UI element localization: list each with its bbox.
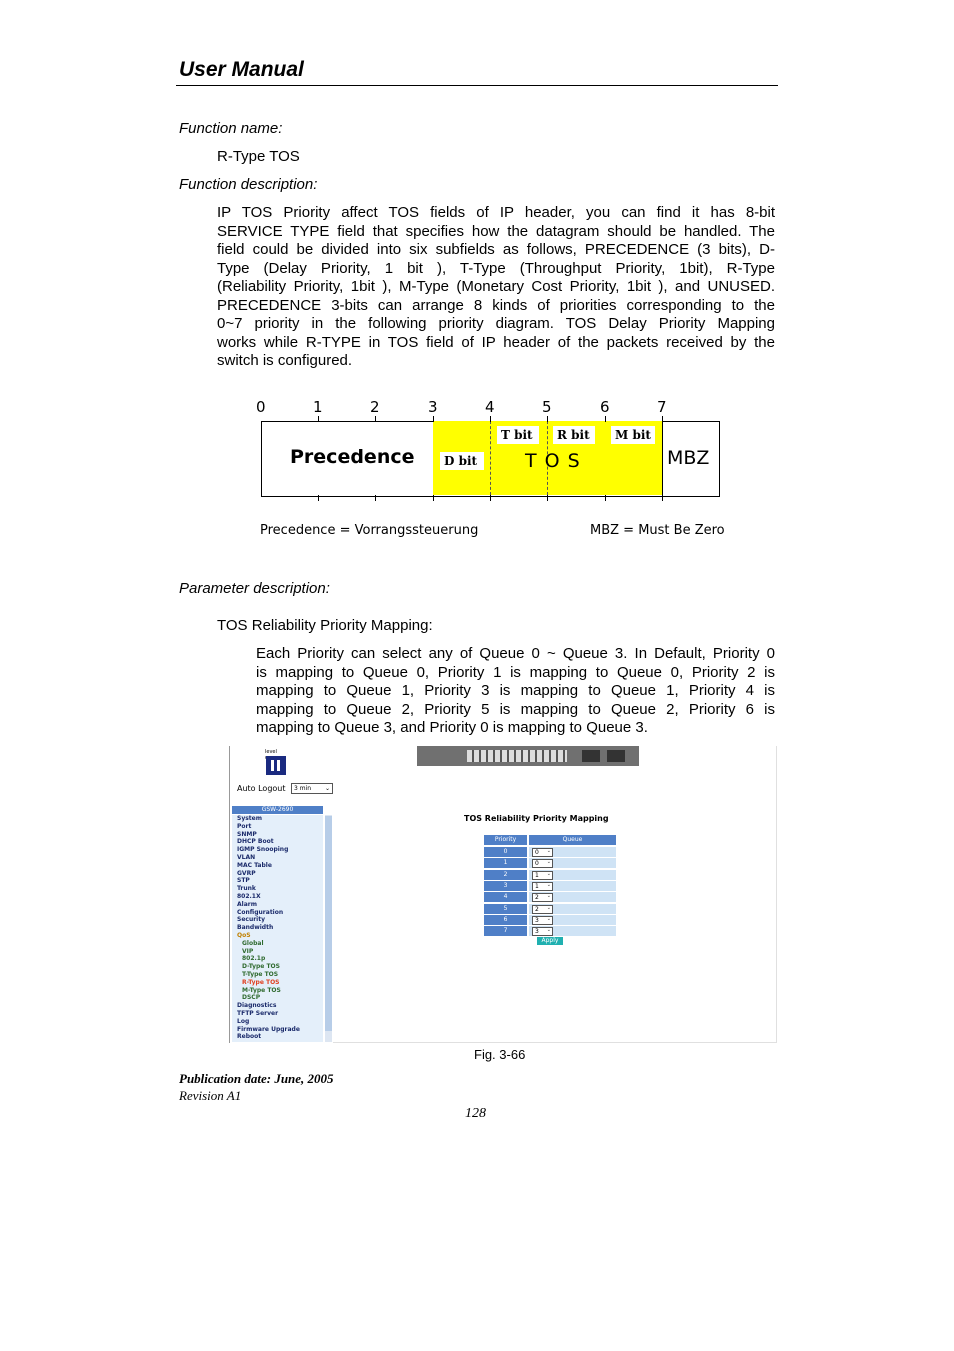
table-row [484,926,616,936]
text-line: IP TOS Priority affect TOS fields of IP header, you can find it has 8-bit [217,204,775,221]
queue-value: 1 [535,882,539,890]
nav-item[interactable]: R-Type TOS [242,978,280,986]
panel-title: TOS Reliability Priority Mapping [464,814,609,823]
page-title: User Manual [179,58,304,81]
d-bit-label: D bit [440,452,484,470]
text-line: works while R-TYPE in TOS field of IP header of the packets received by the [217,333,775,351]
queue-select[interactable] [532,859,553,868]
nav-item[interactable]: TFTP Server [237,1010,279,1017]
col-priority: Priority [484,835,527,845]
table-row [484,881,616,891]
text-line: mapping to Queue 3, and Priority 0 is mapping to Queue 3. [256,719,648,736]
chevron-down-icon: ⌄ [546,927,551,934]
chevron-down-icon: ⌄ [546,915,551,922]
chevron-down-icon: ⌄ [546,904,551,911]
nav-item[interactable]: QoS [237,932,251,939]
queue-value: 3 [535,928,539,936]
function-name: R-Type TOS [217,148,300,165]
nav-item[interactable]: 802.1X [237,893,261,900]
caption-precedence: Precedence = Vorrangssteuerung [260,523,479,538]
table-row [484,847,616,857]
priority-cell: 6 [484,915,527,925]
queue-value: 0 [535,849,539,856]
auto-logout-select[interactable] [291,783,333,794]
queue-cell [529,881,616,891]
table-row [484,892,616,902]
nav-item[interactable]: Reboot [237,1033,262,1041]
nav-item[interactable]: Diagnostics [237,1002,277,1010]
text-line: field could be divided into six subfields as follows, PRECEDENCE (3 bits), D- [217,241,775,258]
function-name-label: Function name: [179,120,283,137]
text-line: mapping to Queue 2, Priority 5 is mapping to Queue 2, Priority 6 is [256,700,775,718]
caption-mbz: MBZ = Must Be Zero [590,523,725,538]
text-line: PRECEDENCE 3-bits can arrange 8 kinds of priorities corresponding to the [217,296,775,314]
queue-value: 2 [535,894,539,902]
text-line: Each Priority can select any of Queue 0 ~ Queue 3. In Default, Priority 0 [256,645,775,662]
bit-number: 6 [600,398,610,416]
chevron-down-icon: ⌄ [546,881,551,888]
nav-item[interactable]: Global [242,939,264,947]
m-bit-label: M bit [611,426,655,444]
levelone-logo-icon [265,749,287,783]
queue-select[interactable] [532,882,553,891]
table-header [484,835,616,845]
web-ui-screenshot [229,746,776,1043]
param-description [256,645,775,738]
page-number: 128 [465,1106,486,1121]
nav-item[interactable]: System [237,815,262,822]
text-line: switch is configured. [217,352,353,369]
table-row [484,870,616,880]
queue-select[interactable] [532,927,553,936]
text-line: Type (Delay Priority, 1 bit ), T-Type (Throughput Priority, 1bit), R-Type [217,259,775,277]
mbz-label: MBZ [667,447,710,469]
chevron-down-icon: ⌄ [324,785,330,792]
nav-item[interactable]: Firmware Upgrade [237,1025,300,1033]
text-line: (Reliability Priority, 1bit ), M-Type (Monetary Cost Priority, 1bit ), and UNUSED. [217,278,775,295]
priority-cell: 2 [484,870,527,880]
nav-item[interactable]: 802.1p [242,955,266,963]
priority-cell: 5 [484,904,527,914]
bit-number: 4 [485,398,495,416]
queue-value: 3 [535,916,539,924]
text-line: SERVICE TYPE field that specifies how the datagram should be handled. The [217,222,775,240]
figure-caption: Fig. 3-66 [474,1047,526,1062]
nav-item[interactable]: Bandwidth [237,924,274,932]
priority-cell: 4 [484,892,527,902]
queue-value: 2 [535,905,539,913]
revision: Revision A1 [179,1088,242,1103]
bit-number: 5 [542,398,552,416]
nav-item[interactable]: Security [237,916,266,924]
queue-select[interactable] [532,905,553,914]
nav-item[interactable]: SNMP [237,830,257,838]
queue-value: 1 [535,871,539,879]
table-row [484,904,616,914]
queue-select[interactable] [532,916,553,925]
queue-cell [529,870,616,880]
bit-number: 1 [313,398,323,416]
nav-item[interactable]: Port [237,822,252,830]
nav-item[interactable]: M-Type TOS [242,986,281,994]
nav-item[interactable]: Alarm [237,900,257,908]
priority-cell: 3 [484,881,527,891]
publication-date: Publication date: June, 2005 [179,1071,334,1086]
chevron-down-icon: ⌄ [546,870,551,877]
switch-image [417,746,639,766]
nav-item[interactable]: Configuration [237,908,284,916]
nav-item[interactable]: Log [237,1017,250,1025]
queue-cell [529,915,616,925]
table-row [484,858,616,868]
queue-cell [529,847,616,857]
logo-text: level [265,749,277,755]
nav-item[interactable]: GVRP [237,869,256,877]
function-desc-label: Function description: [179,176,318,193]
auto-logout-label: Auto Logout [237,784,286,793]
queue-cell [529,926,616,936]
chevron-down-icon: ⌄ [546,859,551,866]
nav-item[interactable]: IGMP Snooping [237,846,289,854]
t-bit-label: T bit [497,426,539,444]
queue-cell [529,904,616,914]
queue-select[interactable] [532,893,553,902]
bit-number: 3 [428,398,438,416]
table-row [484,915,616,925]
priority-cell: 1 [484,858,527,868]
device-header: GSW-2690 [232,806,323,814]
tos-diagram [250,396,740,546]
nav-item[interactable]: D-Type TOS [242,963,280,971]
text-line: 0~7 priority in the following priority diagram. TOS Delay Priority Mapping [217,315,775,332]
precedence-label: Precedence [290,446,415,468]
nav-item[interactable]: T-Type TOS [242,971,279,978]
queue-select[interactable] [532,848,553,857]
priority-cell: 0 [484,847,527,857]
function-description [217,204,775,371]
col-queue: Queue [529,835,616,845]
queue-cell [529,858,616,868]
nav-item[interactable]: DHCP Boot [237,838,274,846]
queue-select[interactable] [532,871,553,880]
priority-cell: 7 [484,926,527,936]
chevron-down-icon: ⌄ [546,848,551,854]
nav-item[interactable]: STP [237,877,250,885]
param-name: TOS Reliability Priority Mapping: [217,617,433,634]
nav-item[interactable]: VIP [242,947,254,955]
chevron-down-icon: ⌄ [546,893,551,900]
nav-item[interactable]: MAC Table [237,861,272,869]
param-label: Parameter description: [179,580,330,597]
apply-button[interactable]: Apply [537,937,563,945]
auto-logout-value: 3 min [294,785,312,792]
nav-item[interactable]: DSCP [242,994,261,1002]
bit-number: 7 [657,398,667,416]
queue-cell [529,892,616,902]
queue-value: 0 [535,860,539,868]
nav-item[interactable]: VLAN [237,854,256,861]
r-bit-label: R bit [553,426,595,444]
text-line: is mapping to Queue 0, Priority 1 is mapping to Queue 0, Priority 2 is [256,663,775,681]
bit-number: 0 [256,398,266,416]
bit-number: 2 [370,398,380,416]
text-line: mapping to Queue 1, Priority 3 is mapping to Queue 1, Priority 4 is [256,682,775,699]
nav-item[interactable]: Trunk [237,885,256,893]
tos-label: T O S [525,450,581,472]
header-rule [176,85,778,86]
